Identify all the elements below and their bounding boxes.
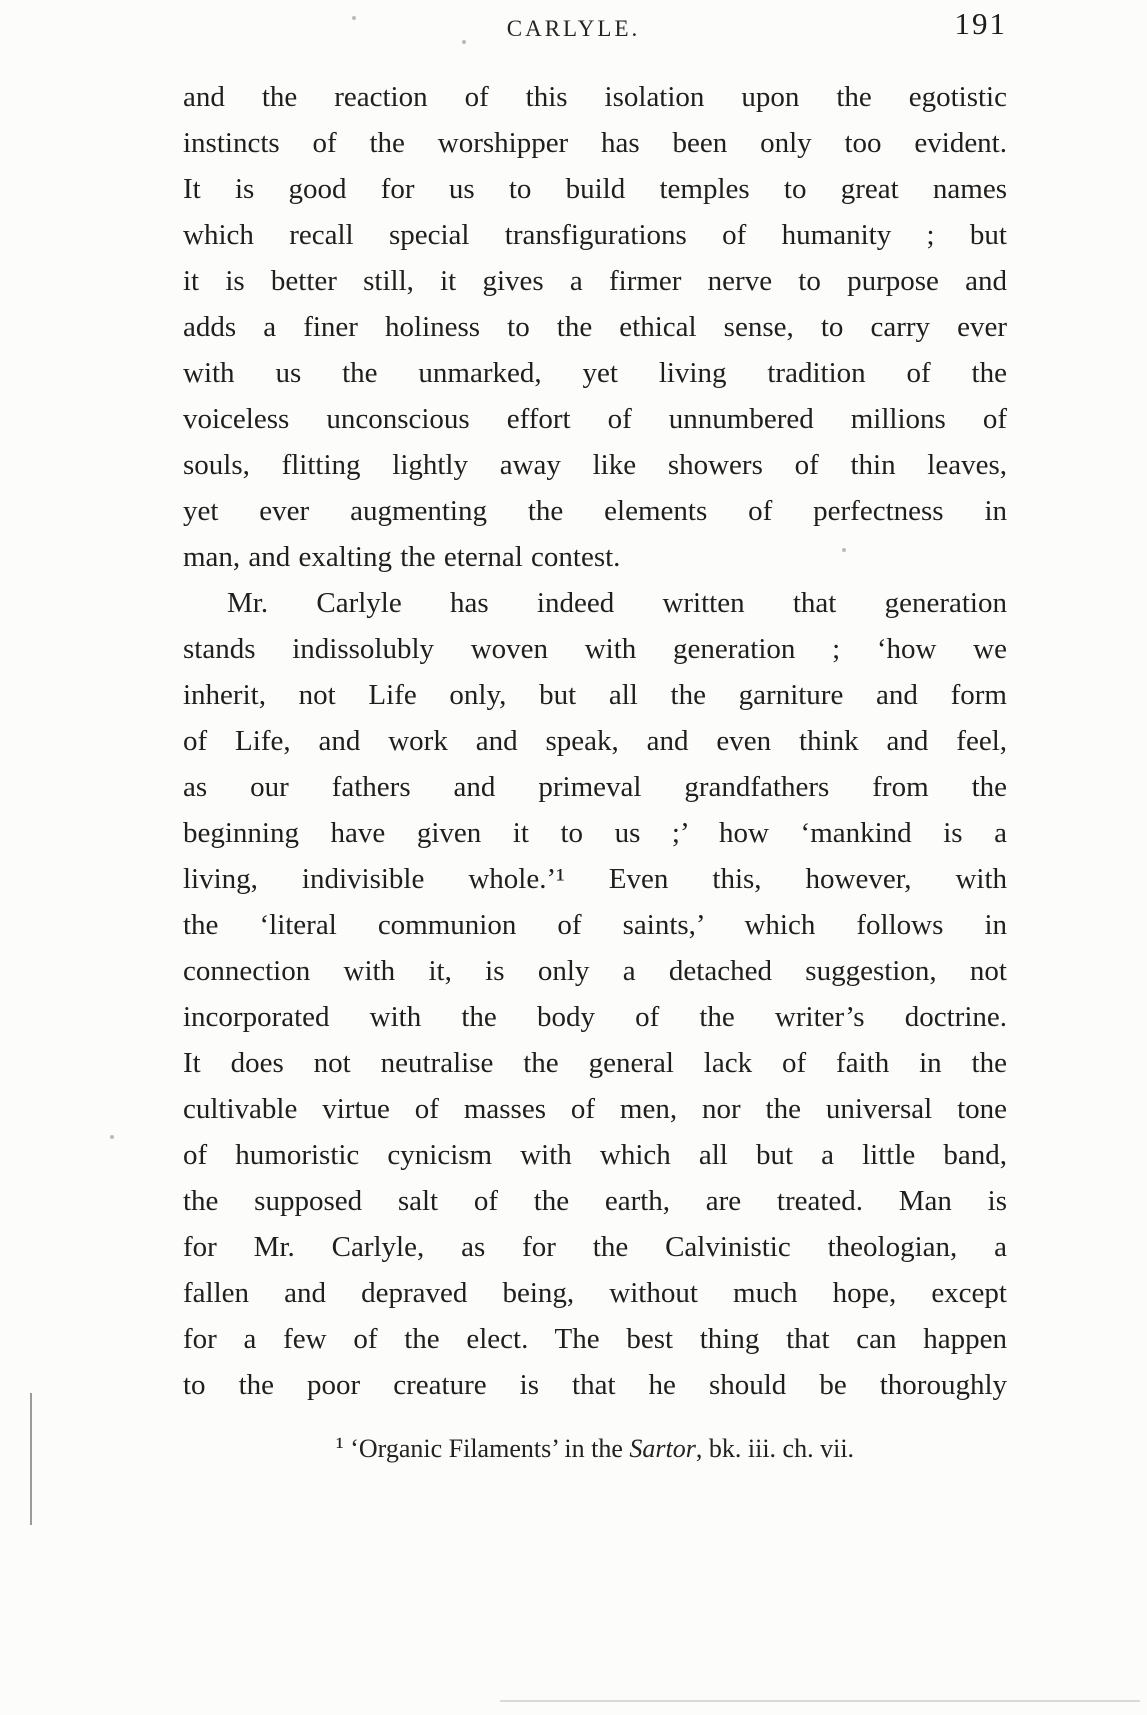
paragraph-2 — [183, 580, 1007, 1408]
scan-artifact-dot — [110, 1135, 114, 1139]
text-line: stands indissolubly woven with generation ; ‘how we — [183, 633, 1007, 665]
scan-artifact-dot — [462, 40, 466, 44]
text-line: the ‘literal communion of saints,’ which follows in — [183, 909, 1007, 941]
paragraph-1 — [183, 74, 1007, 580]
text-line: beginning have given it to us ;’ how ‘mankind is a — [183, 817, 1007, 849]
text-line: living, indivisible whole.’¹ Even this, however, with — [183, 863, 1007, 895]
text-line: the supposed salt of the earth, are treated. Man is — [183, 1185, 1007, 1217]
body-text — [183, 74, 1007, 1408]
scan-artifact-page-edge — [500, 1700, 1140, 1702]
text-line: of Life, and work and speak, and even think and feel, — [183, 725, 1007, 757]
text-line: for a few of the elect. The best thing that can happen — [183, 1323, 1007, 1355]
text-line: and the reaction of this isolation upon the egotistic — [183, 81, 1007, 113]
text-line: with us the unmarked, yet living tradition of the — [183, 357, 1007, 389]
footnote-text: ‘Organic Filaments’ in the — [343, 1434, 630, 1463]
text-line: voiceless unconscious effort of unnumbered millions of — [183, 403, 1007, 435]
footnote-book-title: Sartor — [629, 1434, 696, 1463]
text-line: of humoristic cynicism with which all but a little band, — [183, 1139, 1007, 1171]
scan-artifact-dot — [842, 548, 846, 552]
text-line: It is good for us to build temples to great names — [183, 173, 1007, 205]
text-line: which recall special transfigurations of humanity ; but — [183, 219, 1007, 251]
text-line: inherit, not Life only, but all the garniture and form — [183, 679, 1007, 711]
text-line: for Mr. Carlyle, as for the Calvinistic theologian, a — [183, 1231, 1007, 1263]
footnote-text-end: , bk. iii. ch. vii. — [695, 1434, 855, 1463]
text-line: It does not neutralise the general lack of faith in the — [183, 1047, 1007, 1079]
scan-artifact-dot — [352, 16, 356, 20]
running-title: CARLYLE. — [506, 16, 641, 41]
text-line: fallen and depraved being, without much hope, except — [183, 1277, 1007, 1309]
footnote — [183, 1432, 1007, 1464]
text-line: Mr. Carlyle has indeed written that generation — [227, 587, 1007, 619]
text-line: incorporated with the body of the writer’s doctrine. — [183, 1001, 1007, 1033]
text-line: man, and exalting the eternal contest. — [183, 541, 621, 573]
text-line: it is better still, it gives a firmer nerve to purpose and — [183, 265, 1007, 297]
text-line: to the poor creature is that he should be thoroughly — [183, 1369, 1007, 1401]
footnote-marker: ¹ — [335, 1432, 344, 1461]
text-line: yet ever augmenting the elements of perfectness in — [183, 495, 1007, 527]
page-number: 191 — [954, 6, 1007, 41]
text-line: cultivable virtue of masses of men, nor the universal tone — [183, 1093, 1007, 1125]
text-line: connection with it, is only a detached suggestion, not — [183, 955, 1007, 987]
page-header — [0, 0, 1147, 60]
text-line: instincts of the worshipper has been only too evident. — [183, 127, 1007, 159]
text-line: souls, flitting lightly away like showers of thin leaves, — [183, 449, 1007, 481]
text-line: adds a finer holiness to the ethical sense, to carry ever — [183, 311, 1007, 343]
text-line: as our fathers and primeval grandfathers from the — [183, 771, 1007, 803]
scan-artifact-vertical-line — [30, 1393, 32, 1525]
